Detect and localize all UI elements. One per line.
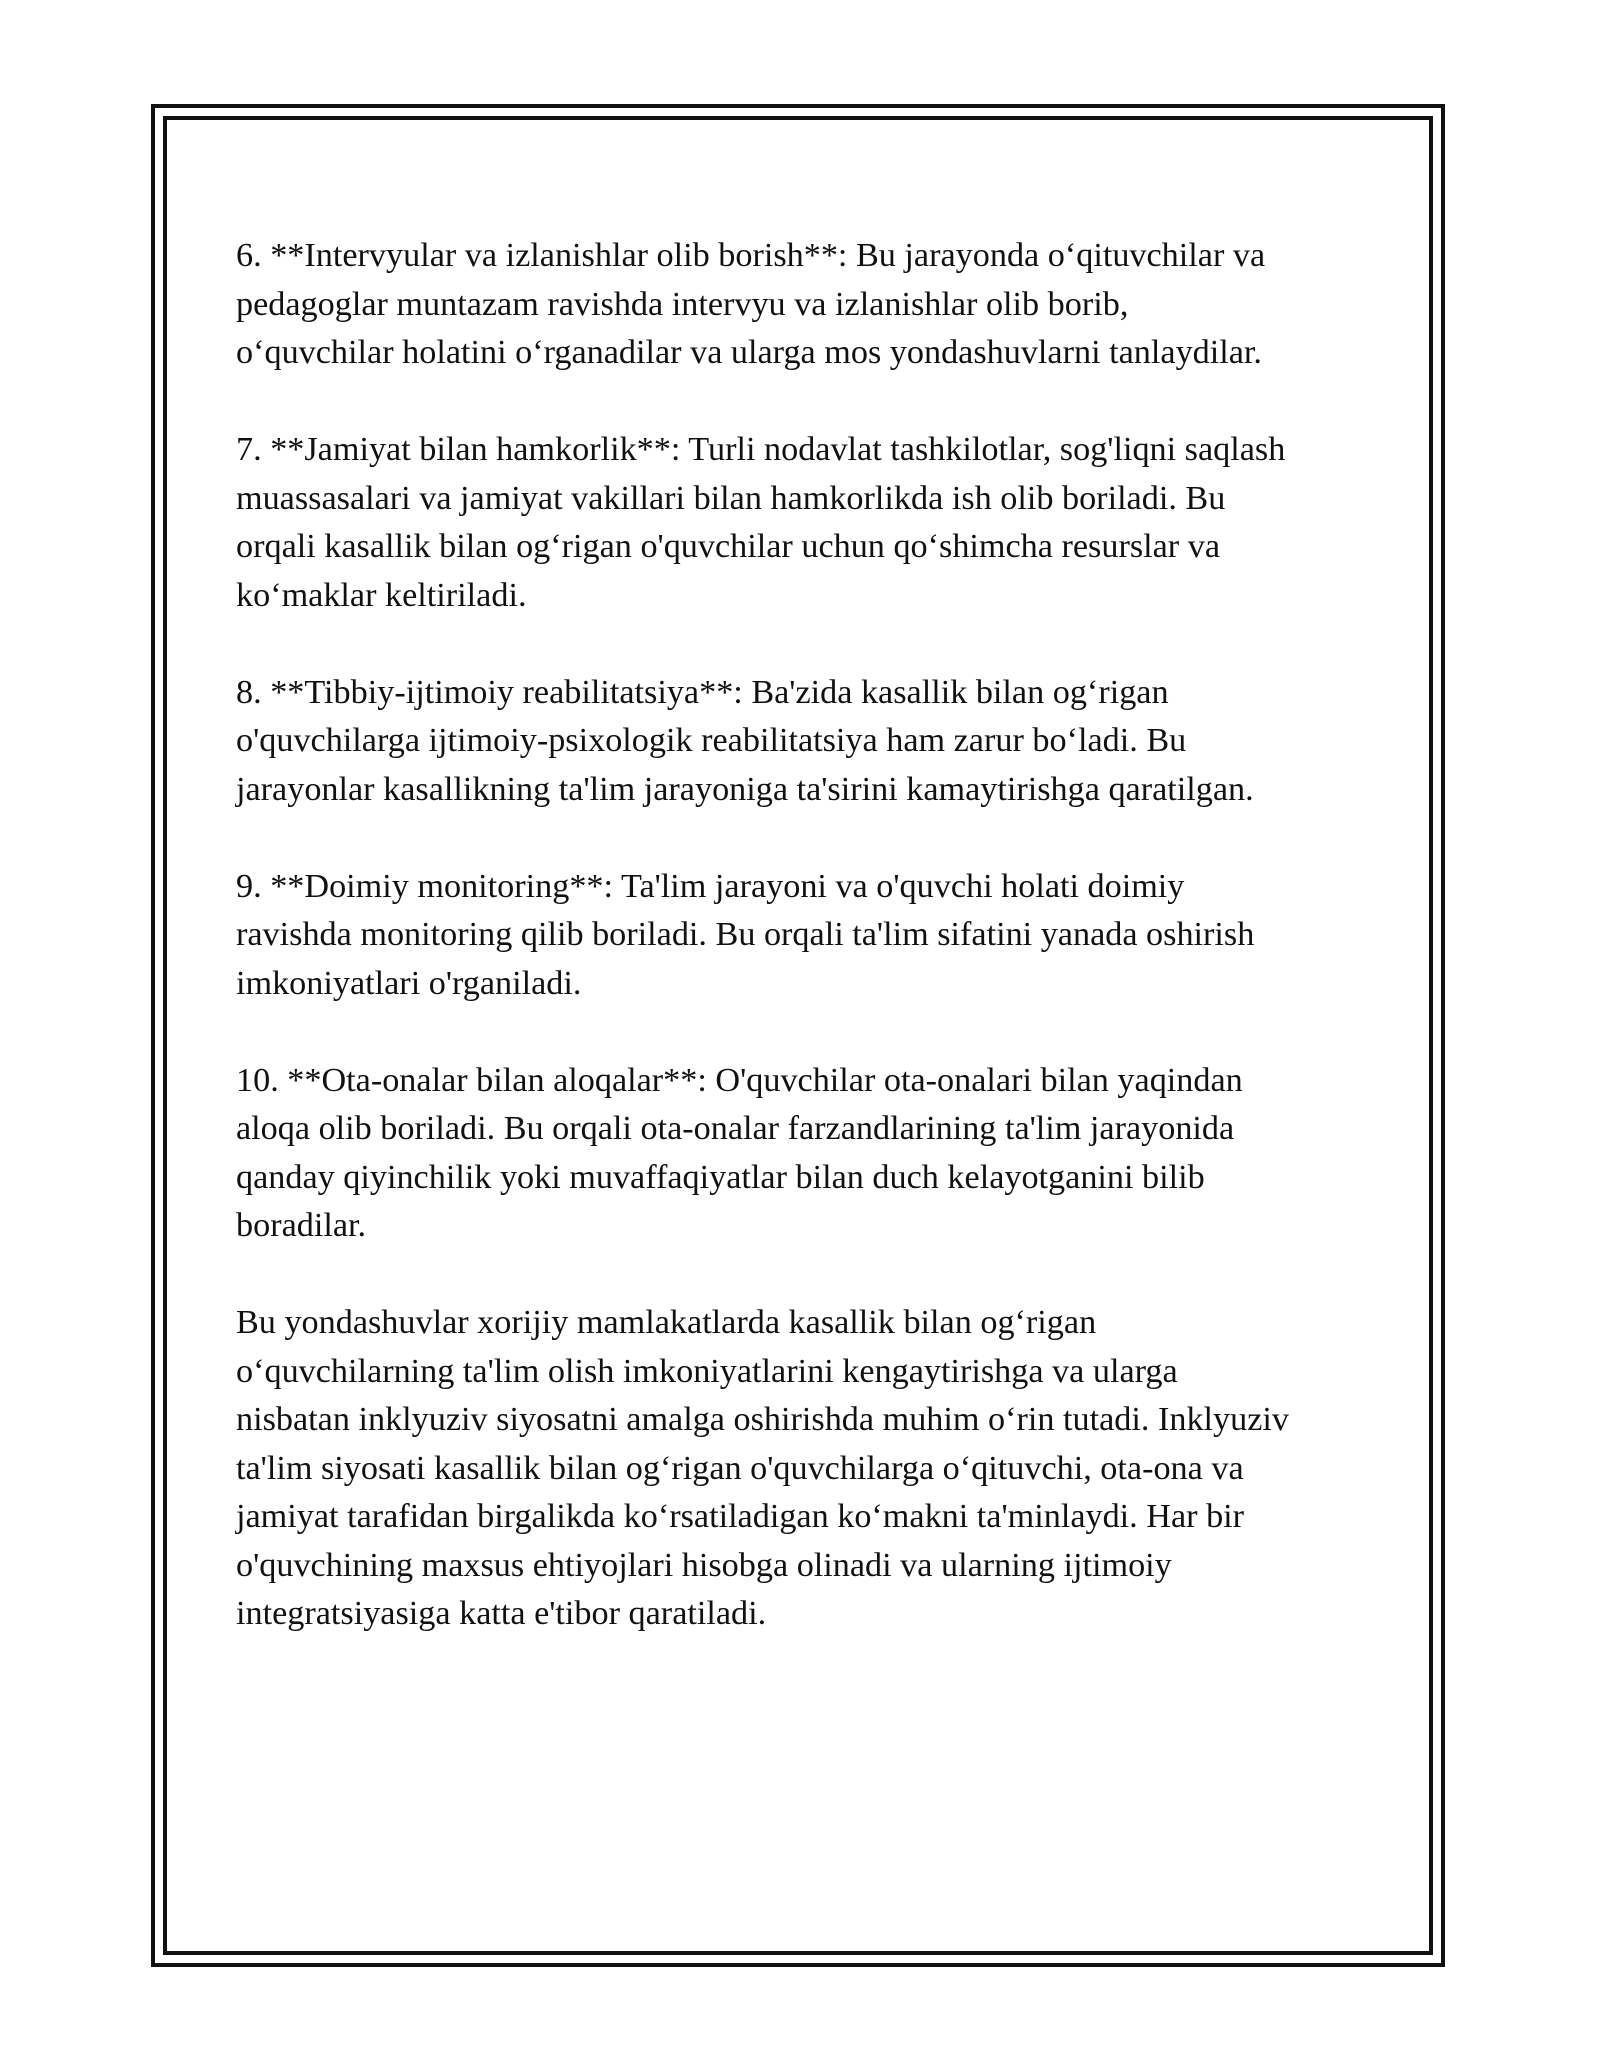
- text-line: koʻmaklar keltiriladi.: [236, 576, 527, 614]
- paragraph-conclusion: [236, 1299, 1376, 1639]
- text-line: 10. **Ota-onalar bilan aloqalar**: O'quvchilar ota-onalari bilan yaqindan: [236, 1061, 1243, 1099]
- text-line: oʻquvchilarning ta'lim olish imkoniyatlarini kengaytirishga va ularga: [236, 1352, 1178, 1390]
- text-line: Bu yondashuvlar xorijiy mamlakatlarda kasallik bilan ogʻrigan: [236, 1304, 1097, 1341]
- text-line: boradilar.: [236, 1207, 367, 1244]
- paragraph-item-9: [236, 863, 1376, 1009]
- text-line: qanday qiyinchilik yoki muvaffaqiyatlar bilan duch kelayotganini bilib: [236, 1158, 1205, 1196]
- text-line: orqali kasallik bilan ogʻrigan o'quvchilar uchun qoʻshimcha resurslar va: [236, 528, 1221, 565]
- text-line: aloqa olib boriladi. Bu orqali ota-onalar farzandlarining ta'lim jarayonida: [236, 1110, 1235, 1147]
- text-line: 9. **Doimiy monitoring**: Ta'lim jarayoni va o'quvchi holati doimiy: [236, 867, 1185, 905]
- text-line: jamiyat tarafidan birgalikda koʻrsatiladigan koʻmakni ta'minlaydi. Har bir: [236, 1498, 1245, 1535]
- text-line: o'quvchining maxsus ehtiyojlari hisobga olinadi va ularning ijtimoiy: [236, 1546, 1172, 1584]
- text-line: oʻquvchilar holatini oʻrganadilar va ularga mos yondashuvlarni tanlaydilar.: [236, 334, 1262, 371]
- text-line: integratsiyasiga katta e'tibor qaratiladi.: [236, 1595, 767, 1632]
- paragraph-item-6: [236, 232, 1376, 378]
- text-line: ta'lim siyosati kasallik bilan ogʻrigan o'quvchilarga oʻqituvchi, ota-ona va: [236, 1449, 1244, 1487]
- text-line: imkoniyatlari o'rganiladi.: [236, 964, 582, 1002]
- paragraph-item-10: [236, 1057, 1376, 1251]
- text-line: 6. **Intervyular va izlanishlar olib borish**: Bu jarayonda oʻqituvchilar va: [236, 237, 1266, 274]
- text-line: pedagoglar muntazam ravishda intervyu va izlanishlar olib borib,: [236, 285, 1129, 323]
- text-line: 7. **Jamiyat bilan hamkorlik**: Turli nodavlat tashkilotlar, sog'liqni saqlash: [236, 431, 1286, 468]
- text-line: nisbatan inklyuziv siyosatni amalga oshirishda muhim oʻrin tutadi. Inklyuziv: [236, 1401, 1290, 1438]
- text-line: ravishda monitoring qilib boriladi. Bu orqali ta'lim sifatini yanada oshirish: [236, 916, 1255, 953]
- text-line: 8. **Tibbiy-ijtimoiy reabilitatsiya**: Ba'zida kasallik bilan ogʻrigan: [236, 673, 1169, 711]
- paragraph-item-7: [236, 426, 1376, 620]
- paragraph-item-8: [236, 669, 1376, 815]
- text-line: muassasalari va jamiyat vakillari bilan hamkorlikda ish olib boriladi. Bu: [236, 479, 1226, 517]
- document-body: [236, 232, 1376, 1639]
- text-line: o'quvchilarga ijtimoiy-psixologik reabilitatsiya ham zarur boʻladi. Bu: [236, 722, 1187, 759]
- text-line: jarayonlar kasallikning ta'lim jarayoniga ta'sirini kamaytirishga qaratilgan.: [236, 770, 1254, 808]
